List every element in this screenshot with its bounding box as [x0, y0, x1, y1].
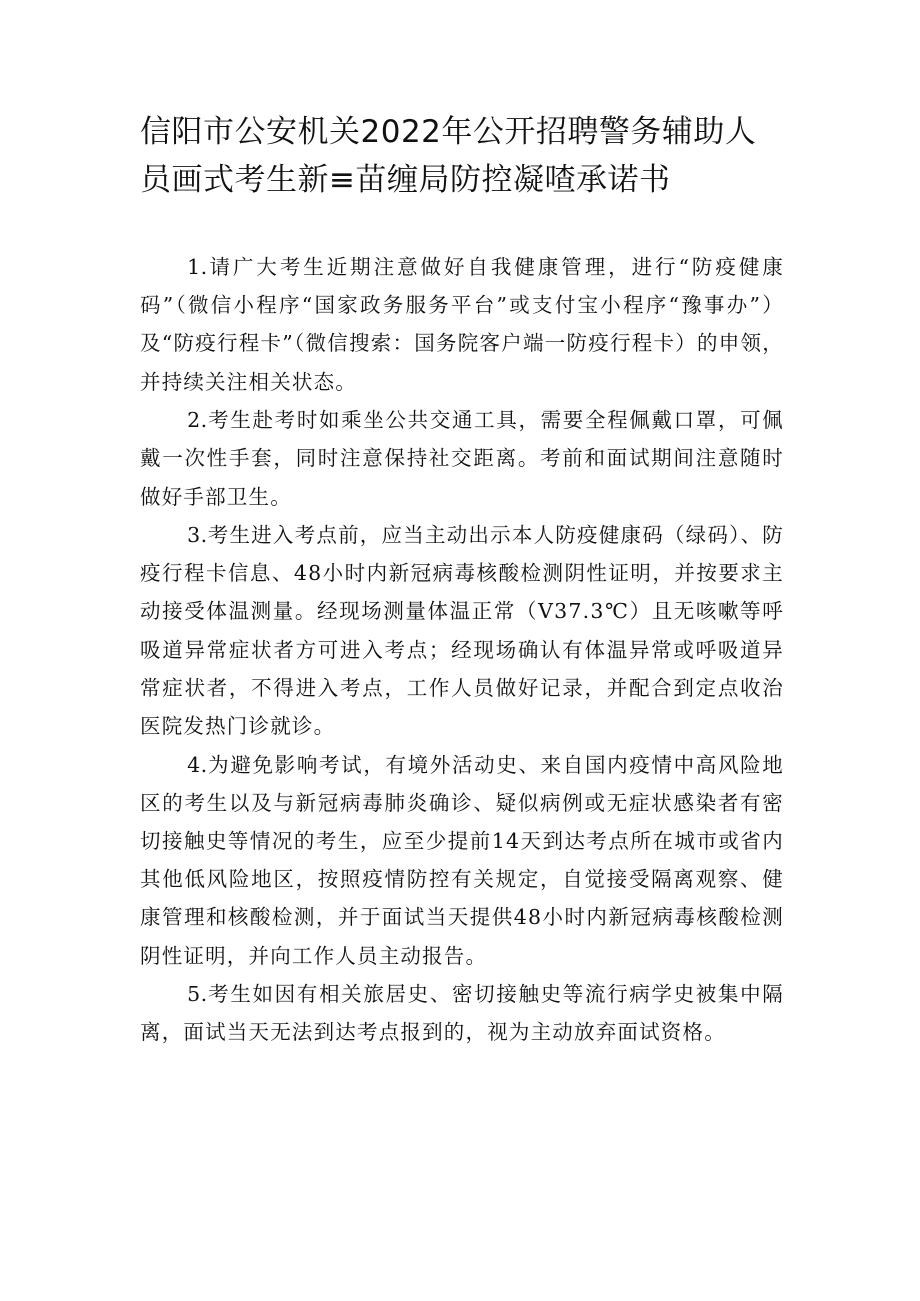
paragraph-3 — [140, 516, 784, 745]
document-body — [140, 248, 784, 1052]
paragraph-number: 3. — [187, 523, 208, 548]
paragraph-text: 考生赴考时如乘坐公共交通工具，需要全程佩戴口罩，可佩戴一次性手套，同时注意保持社交距离。考前和面试期间注意随时做好手部卫生。 — [140, 408, 784, 509]
paragraph-text: 考生进入考点前，应当主动出示本人防疫健康码（绿码）、防疫行程卡信息、48小时内新冠病毒核酸检测阴性证明，并按要求主动接受体温测量。经现场测量体温正常（V37.3℃）且无咳嗽等呼吸道异常症状者方可进入考点；经现场确认有体温异常或呼吸道异常症状者，不得进入考点，工作人员做好记录，并配合到定点收治医院发热门诊就诊。 — [140, 523, 784, 739]
document-title — [140, 108, 800, 204]
paragraph-text: 考生如因有相关旅居史、密切接触史等流行病学史被集中隔离，面试当天无法到达考点报到的，视为主动放弃面试资格。 — [140, 982, 784, 1045]
paragraph-text: 为避免影响考试，有境外活动史、来自国内疫情中高风险地区的考生以及与新冠病毒肺炎确诊、疑似病例或无症状感染者有密切接触史等情况的考生，应至少提前14天到达考点所在城市或省内其他低风险地区，按照疫情防控有关规定，自觉接受隔离观察、健康管理和核酸检测，并于面试当天提供48小时内新冠病毒核酸检测阴性证明，并向工作人员主动报告。 — [140, 752, 784, 968]
paragraph-2 — [140, 401, 784, 516]
paragraph-5 — [140, 975, 784, 1051]
paragraph-1 — [140, 248, 784, 401]
paragraph-number: 2. — [187, 408, 208, 433]
paragraph-number: 5. — [187, 982, 208, 1007]
paragraph-number: 1. — [187, 255, 208, 279]
paragraph-text: 请广大考生近期注意做好自我健康管理，进行“防疫健康码”（微信小程序“国家政务服务平台”或支付宝小程序“豫事办”）及“防疫行程卡”（微信搜索：国务院客户端一防疫行程卡）的申领，并持续关注相关状态。 — [140, 255, 784, 394]
paragraph-number: 4. — [187, 752, 208, 777]
title-line-2: 员画式考生新≡苗缠局防控凝喳承诺书 — [140, 162, 671, 198]
paragraph-4 — [140, 746, 784, 975]
title-line-1: 信阳市公安机关2022年公开招聘警务辅助人 — [140, 114, 757, 150]
